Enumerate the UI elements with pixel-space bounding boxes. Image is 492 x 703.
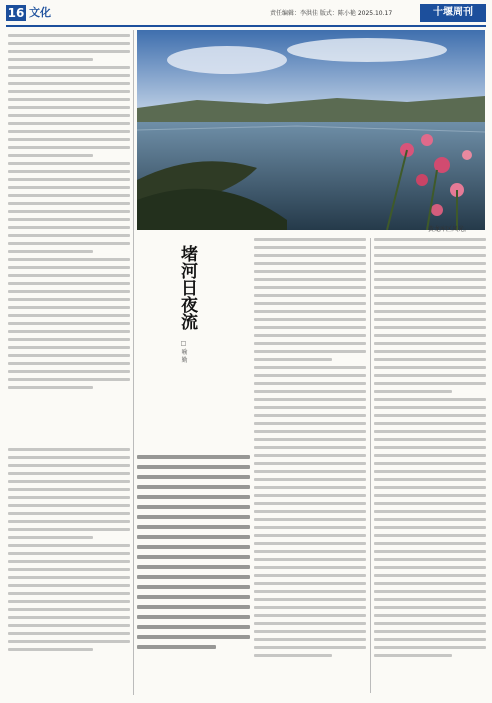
pull-quote	[137, 455, 250, 645]
section-label: 文化	[29, 6, 51, 19]
article-title: 堵河日夜流	[177, 245, 197, 330]
article-author: □ 喻 勤	[180, 340, 187, 363]
page-header	[0, 0, 492, 26]
body-column-3	[254, 238, 366, 693]
column-divider	[133, 30, 134, 695]
body-column-1-bottom	[8, 448, 130, 693]
editor-credits: 责任编辑：李洪佳 版式：陈小艳 2025.10.17	[270, 10, 393, 17]
reservoir-photo	[137, 30, 485, 230]
header-rule	[6, 25, 486, 27]
column-divider-right	[370, 238, 371, 693]
photo-caption: 黄龙库区风光。	[428, 226, 471, 233]
masthead-logo: 十堰周刊	[420, 4, 486, 22]
page-number: 16	[7, 6, 25, 20]
body-column-1-top	[8, 34, 130, 439]
body-column-4	[374, 238, 486, 693]
